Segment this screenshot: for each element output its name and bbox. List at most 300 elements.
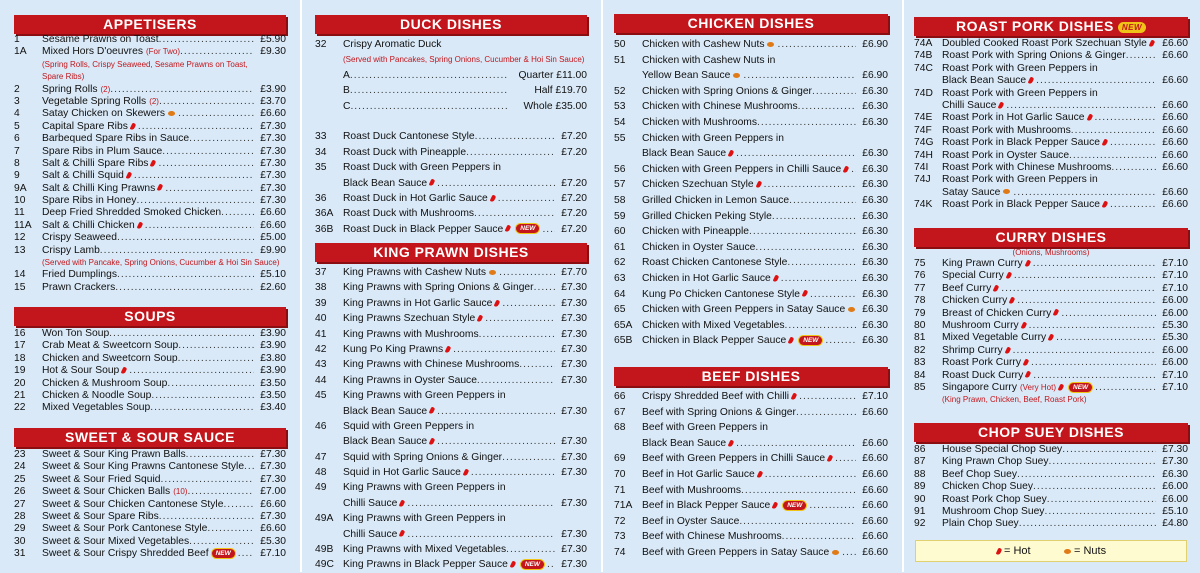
dot-leader (350, 68, 509, 83)
dot-leader (474, 206, 555, 221)
item-name: Black Bean Sauce (343, 405, 428, 417)
new-badge: NEW (799, 336, 822, 345)
item-price: £6.30 (862, 257, 888, 269)
item-name: Chicken & Mushroom Soup (42, 377, 168, 389)
dot-leader (159, 34, 254, 46)
item-name-line (42, 232, 254, 244)
item-name: Won Ton Soup (42, 328, 110, 339)
item-name-line (42, 59, 286, 71)
dot-leader (743, 68, 856, 84)
item-name: Sweet & Sour Crispy Shredded Beef (42, 548, 209, 560)
menu-item-row (315, 342, 587, 357)
item-price: £7.30 (561, 405, 587, 417)
item-price: £7.10 (260, 548, 286, 560)
item-name: Crispy Lamb (42, 244, 100, 256)
item-name-line (642, 287, 856, 303)
item-number: 9 (14, 170, 20, 182)
item-name-line (942, 187, 1156, 199)
item-number: 12 (14, 232, 26, 244)
dot-leader (502, 296, 555, 311)
menu-item-row (315, 222, 587, 237)
item-price: £3.50 (260, 377, 286, 389)
item-name: Chicken & Noodle Soup (42, 389, 152, 401)
item-name-line (942, 125, 1156, 137)
item-name-line (343, 480, 587, 495)
item-name: Sweet & Sour King Prawns Cantonese Style (42, 461, 245, 473)
dot-leader (749, 224, 856, 240)
dot-leader (1006, 100, 1156, 112)
menu-item-row (315, 129, 587, 144)
item-number: 38 (315, 282, 327, 294)
item-price: £6.30 (862, 179, 888, 191)
item-number: 11 (14, 207, 25, 219)
item-price: £6.30 (862, 194, 888, 206)
item-price: £7.30 (1162, 456, 1188, 468)
item-name-line (42, 461, 254, 473)
menu-item-row (14, 96, 286, 108)
item-name-line (42, 158, 254, 170)
menu-item-row (914, 270, 1188, 282)
item-name-line (942, 150, 1156, 162)
item-name: Beef in Oyster Sauce (642, 515, 740, 527)
item-name-line (642, 162, 856, 178)
item-note: (10) (173, 487, 188, 497)
item-price: £5.30 (1162, 319, 1188, 331)
dot-leader (757, 115, 856, 131)
item-name: Roast Pork in Oyster Sauce (942, 149, 1070, 161)
dot-leader (1056, 332, 1156, 344)
menu-item-row (315, 99, 587, 114)
item-price: £7.30 (260, 145, 286, 157)
item-name: King Prawns with Chinese Mushrooms (343, 359, 520, 371)
menu-item-row (14, 220, 286, 232)
menu-item-row (914, 518, 1188, 530)
item-price: Half £19.70 (534, 85, 587, 97)
item-name-line (42, 548, 254, 560)
chili-icon (399, 499, 406, 507)
item-number: 76 (914, 270, 926, 282)
item-number: 56 (614, 163, 626, 175)
item-price: £5.10 (1162, 505, 1188, 517)
item-number: 92 (914, 518, 926, 530)
chili-icon (998, 101, 1005, 109)
dot-leader (221, 207, 254, 219)
item-number: 54 (614, 116, 626, 128)
item-name: Plain Chop Suey (942, 518, 1019, 530)
dot-leader (777, 37, 856, 53)
item-number: 90 (914, 493, 926, 505)
dot-leader (1110, 137, 1156, 149)
item-price: £6.30 (862, 304, 888, 316)
item-number: 9A (14, 182, 27, 194)
menu-item-row (614, 436, 888, 452)
item-name-line (343, 206, 555, 221)
item-price: £7.30 (561, 528, 587, 540)
menu-item-row (315, 176, 587, 191)
item-name-line (642, 255, 856, 271)
item-name: Sweet & Sour Chicken Balls (42, 486, 171, 498)
dot-leader (350, 83, 509, 98)
dot-leader (1013, 345, 1156, 357)
item-price: £7.30 (561, 451, 587, 463)
section-banner-roast-pork: ROAST PORK DISHES NEW (914, 17, 1188, 36)
item-name: Satay Chicken on Skewers (42, 108, 166, 120)
dot-leader (1110, 199, 1156, 211)
item-number: 53 (614, 101, 626, 113)
item-number: 25 (14, 473, 26, 485)
item-number: 5 (14, 120, 20, 132)
menu-item-row (914, 88, 1188, 100)
item-price: £6.90 (862, 70, 888, 82)
item-name-line (343, 311, 555, 326)
item-price: £7.10 (1162, 258, 1188, 269)
item-name: Squid in Hot Garlic Sauce (343, 467, 461, 479)
item-price: £7.20 (561, 131, 587, 143)
menu-item-row (914, 112, 1188, 124)
item-name-line (642, 53, 888, 69)
item-name-line (642, 483, 856, 499)
item-number: 13 (14, 244, 26, 256)
menu-item-row (14, 536, 286, 548)
dot-leader (485, 311, 555, 326)
item-price: £2.60 (260, 281, 286, 293)
menu-item-row (614, 483, 888, 499)
item-price: £6.60 (862, 437, 888, 449)
item-name: Chicken in Oyster Sauce (642, 241, 756, 253)
item-price: £7.30 (260, 133, 286, 145)
item-name-line (642, 37, 856, 53)
item-name-line (42, 34, 254, 46)
item-price: £6.60 (1162, 50, 1188, 62)
section-banner-duck: DUCK DISHES (315, 15, 587, 34)
dot-leader (1048, 456, 1156, 468)
item-name-line (942, 345, 1156, 357)
menu-column-1 (0, 0, 300, 572)
item-number: 14 (14, 269, 26, 281)
item-name-line (42, 269, 254, 281)
item-price: £7.30 (260, 157, 286, 169)
menu-item-row (14, 461, 286, 473)
item-name: Chicken with Mushrooms (642, 116, 758, 128)
dot-leader (178, 340, 254, 352)
item-name: Salt & Chilli King Prawns (42, 182, 156, 194)
item-name: C (343, 100, 351, 112)
item-name: Chicken with Green Peppers in Chilli Sauce (642, 163, 842, 175)
item-number: 30 (14, 535, 26, 547)
item-number: 71A (614, 500, 633, 512)
item-name-line (343, 342, 555, 357)
menu-column-4 (903, 0, 1200, 572)
item-number: 74H (914, 149, 933, 161)
dot-leader (534, 280, 555, 295)
chili-icon (996, 547, 1003, 555)
dot-leader (1036, 75, 1156, 87)
item-price: £3.90 (260, 83, 286, 95)
chili-icon (1024, 259, 1031, 267)
item-name-line (42, 46, 254, 58)
item-name: Beef with Green Peppers in Satay Sauce (642, 546, 830, 558)
item-name-line (42, 220, 254, 232)
item-name-line (642, 131, 888, 147)
menu-item-row (614, 302, 888, 318)
item-note: (King Prawn, Chicken, Beef, Roast Pork) (942, 395, 1087, 405)
item-name-line (343, 176, 555, 191)
item-price: £7.70 (561, 267, 587, 278)
item-name: Grilled Chicken Peking Style (642, 210, 772, 222)
item-name-line (42, 146, 254, 158)
item-number: 36A (315, 208, 334, 220)
menu-item-row (614, 209, 888, 225)
item-name-line (942, 456, 1156, 468)
dot-leader (1095, 112, 1157, 124)
item-price: £7.30 (260, 195, 286, 207)
dot-leader (138, 121, 254, 133)
item-name-line (343, 129, 555, 144)
item-note: (For Two) (145, 47, 181, 57)
new-badge: NEW (212, 549, 235, 558)
item-name-line (343, 222, 555, 237)
item-name-line (343, 37, 587, 52)
item-name: Roast Pork with Green Peppers in (942, 174, 1098, 186)
menu-item-row (315, 52, 587, 67)
nut-icon (1064, 549, 1071, 554)
dot-leader (129, 365, 254, 377)
menu-item-row (914, 506, 1188, 518)
item-name: Crab Meat & Sweetcorn Soup (42, 340, 179, 352)
item-name-line (642, 333, 856, 349)
item-price: £7.20 (561, 192, 587, 204)
item-number: 63 (614, 272, 626, 284)
dot-leader (1013, 187, 1156, 199)
item-name: Mushroom Chop Suey (942, 505, 1045, 517)
menu-item-row (315, 191, 587, 206)
menu-item-row (315, 404, 587, 419)
item-name-line (343, 404, 555, 419)
item-price: £6.30 (862, 241, 888, 253)
menu-column-2 (301, 0, 601, 572)
item-name-line (343, 450, 555, 465)
dot-leader (159, 511, 254, 523)
item-number: 65 (614, 304, 626, 316)
menu-item-row (914, 469, 1188, 481)
item-name: Salt & Chilli Squid (42, 170, 124, 182)
item-number: 50 (614, 39, 626, 50)
item-name-line (942, 63, 1188, 75)
section-banner-sweet-sour: SWEET & SOUR SAUCE (14, 428, 286, 447)
menu-item-row (14, 170, 286, 182)
item-name-line (942, 506, 1156, 518)
item-name: Chicken and Sweetcorn Soup (42, 352, 178, 364)
item-name: Sweet & Sour Mixed Vegetables (42, 535, 190, 547)
item-name-line (642, 193, 856, 209)
item-price: £6.60 (862, 406, 888, 418)
item-name: Squid with Spring Onions & Ginger (343, 451, 503, 463)
item-name: Beef with Chinese Mushrooms (642, 531, 782, 543)
chili-icon (1020, 321, 1027, 329)
item-name-line (942, 50, 1156, 62)
item-name: Roast Pork with Mushrooms (942, 124, 1071, 136)
item-name-line (642, 99, 856, 115)
item-name: Crispy Shredded Beef with Chilli (642, 391, 790, 402)
item-number: 1 (14, 34, 20, 45)
item-price: £7.30 (561, 282, 587, 294)
menu-item-row (315, 357, 587, 372)
item-price: £6.60 (260, 523, 286, 535)
item-name-line (942, 481, 1156, 493)
nut-icon (848, 307, 855, 312)
item-price: £6.30 (862, 85, 888, 97)
menu-item-row (315, 206, 587, 221)
item-name-line (42, 108, 254, 120)
dot-leader (178, 353, 254, 365)
item-name-line (942, 295, 1156, 307)
item-number: 65B (614, 335, 633, 347)
item-number: 33 (315, 131, 327, 143)
item-number: 78 (914, 295, 926, 307)
item-name: Sesame Prawns on Toast (42, 34, 159, 45)
item-price: £3.90 (260, 340, 286, 352)
section-list-sweet-sour (14, 449, 286, 561)
item-number: 16 (14, 328, 26, 339)
item-number: 43 (315, 359, 327, 371)
dot-leader (787, 255, 856, 271)
item-name: Chicken with Chinese Mushrooms (642, 101, 798, 113)
item-name-line (343, 527, 555, 542)
dot-leader (502, 450, 555, 465)
item-name-line (942, 469, 1156, 481)
menu-item-row (315, 265, 587, 280)
item-name-line (343, 99, 509, 114)
item-price: £7.30 (260, 461, 286, 473)
menu-item-row (315, 373, 587, 388)
item-price: £7.30 (561, 328, 587, 340)
item-price: Quarter £11.00 (518, 69, 587, 81)
dot-leader (187, 486, 254, 498)
dot-leader (1062, 444, 1156, 456)
item-name: Grilled Chicken in Lemon Sauce (642, 194, 790, 206)
dot-leader (519, 357, 555, 372)
item-name: Sweet & Sour Spare Ribs (42, 510, 159, 522)
dot-leader (159, 96, 254, 108)
item-name-line (942, 100, 1156, 112)
menu-item-row (14, 34, 286, 46)
new-badge: NEW (783, 501, 806, 510)
item-price: £7.20 (561, 208, 587, 220)
menu-item-row (14, 158, 286, 170)
dot-leader (842, 545, 856, 561)
item-price: £7.30 (260, 473, 286, 485)
item-name: House Special Chop Suey (942, 444, 1063, 455)
dot-leader (1031, 357, 1156, 369)
item-name: Hot & Sour Soup (42, 365, 120, 377)
menu-item-row (914, 345, 1188, 357)
menu-item-row (914, 283, 1188, 295)
menu-item-row (315, 465, 587, 480)
item-name-line (42, 378, 254, 390)
item-number: 34 (315, 146, 327, 158)
item-price: £7.30 (561, 343, 587, 355)
menu-item-row (914, 258, 1188, 270)
item-name-line (942, 75, 1156, 87)
item-name-line (942, 38, 1156, 50)
menu-item-row (914, 137, 1188, 149)
menu-item-row (914, 332, 1188, 344)
item-note: (Served with Pancake, Spring Onions, Cucumber & Hoi Sin Sauce) (42, 258, 280, 268)
item-price: Whole £35.00 (523, 100, 587, 112)
dot-leader (109, 328, 254, 340)
item-price: £6.00 (1162, 307, 1188, 319)
item-price: £6.60 (862, 453, 888, 465)
dot-leader (479, 327, 555, 342)
menu-item-row (914, 174, 1188, 186)
menu-item-row (315, 480, 587, 495)
item-number: 64 (614, 288, 626, 300)
item-price: £7.30 (561, 559, 587, 571)
item-name: King Prawns with Cashew Nuts (343, 267, 487, 278)
item-number: 74C (914, 62, 933, 74)
item-number: 49B (315, 544, 334, 556)
section-list-curry (914, 258, 1188, 407)
item-number: 49C (315, 559, 334, 571)
item-price: £6.00 (1162, 481, 1188, 493)
section-banner-chicken: CHICKEN DISHES (614, 14, 888, 33)
item-name-line (343, 145, 555, 160)
menu-item-row (914, 187, 1188, 199)
item-name-line (642, 146, 856, 162)
item-name-line (42, 207, 254, 219)
item-name-line (642, 405, 856, 421)
item-name: Beef in Hot Garlic Sauce (642, 468, 755, 480)
item-name: Roast Pork with Green Peppers in (942, 87, 1098, 99)
dot-leader (799, 389, 856, 405)
item-name-line (343, 465, 555, 480)
item-price: £3.40 (260, 402, 286, 414)
menu-item-row (614, 514, 888, 530)
item-number: 27 (14, 498, 26, 510)
section-list-soups (14, 328, 286, 415)
menu-item-row (614, 37, 888, 53)
item-number: 6 (14, 133, 20, 145)
dot-leader (178, 108, 254, 120)
chili-icon (1053, 309, 1060, 317)
menu-column-3 (602, 0, 902, 572)
dot-leader (151, 390, 254, 402)
nut-icon (733, 73, 740, 78)
menu-item-row (315, 114, 587, 129)
menu-item-row (914, 444, 1188, 456)
chili-icon (1009, 296, 1016, 304)
item-price: £7.20 (561, 177, 587, 189)
chili-icon (510, 561, 517, 569)
item-price: £6.60 (1162, 137, 1188, 149)
menu-item-row (914, 38, 1188, 50)
menu-item-row (315, 496, 587, 511)
section-list-beef (614, 389, 888, 561)
item-name-line (642, 302, 856, 318)
item-name: Barbequed Spare Ribs in Sauce (42, 133, 190, 145)
item-price: £7.30 (260, 182, 286, 194)
item-price: £7.30 (561, 374, 587, 386)
item-name-line (343, 52, 587, 67)
section-list-king-prawn (315, 265, 587, 573)
chili-icon (429, 438, 436, 446)
item-price: £6.60 (1162, 99, 1188, 111)
item-name: Singapore Curry (942, 381, 1017, 393)
chili-icon (756, 470, 763, 478)
dot-leader (736, 146, 856, 162)
item-name: Doubled Cooked Roast Pork Szechuan Style (942, 38, 1147, 49)
item-name: A (343, 69, 350, 81)
